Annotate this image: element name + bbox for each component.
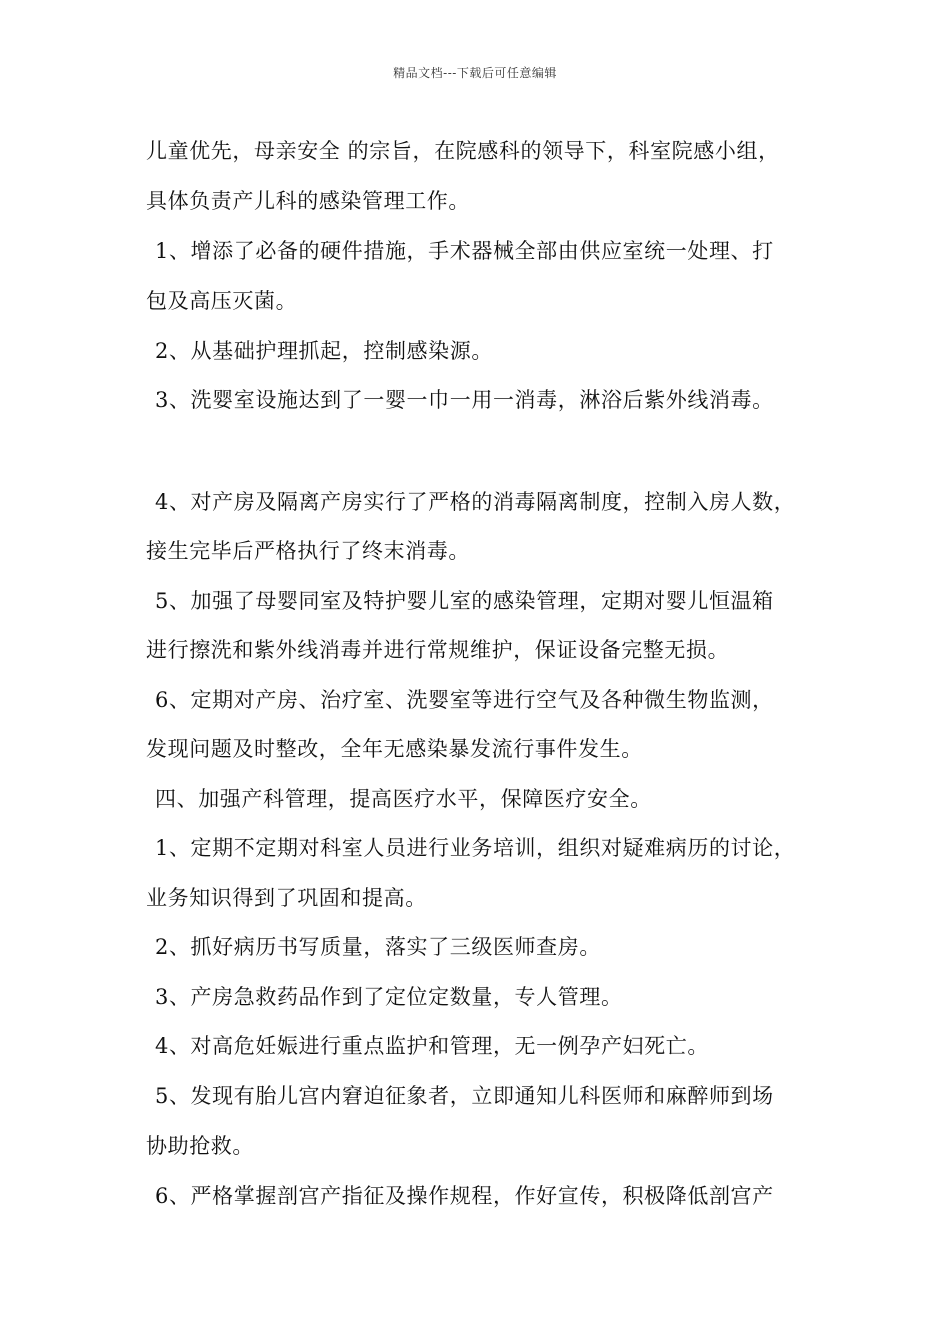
paragraph-line: 2、抓好病历书写质量，落实了三级医师查房。 — [155, 935, 601, 959]
paragraph-line: 3、产房急救药品作到了定位定数量，专人管理。 — [155, 985, 623, 1009]
paragraph-line: 5、发现有胎儿宫内窘迫征象者，立即通知儿科医师和麻醉师到场 — [155, 1084, 774, 1108]
paragraph-line: 进行擦洗和紫外线消毒并进行常规维护，保证设备完整无损。 — [146, 638, 730, 662]
paragraph-line: 6、定期对产房、治疗室、洗婴室等进行空气及各种微生物监测， — [155, 688, 774, 712]
paragraph-line: 3、洗婴室设施达到了一婴一巾一用一消毒，淋浴后紫外线消毒。 — [155, 388, 774, 412]
paragraph-line: 发现问题及时整改，全年无感染暴发流行事件发生。 — [146, 737, 643, 761]
paragraph-line: 5、加强了母婴同室及特护婴儿室的感染管理，定期对婴儿恒温箱 — [155, 589, 774, 613]
paragraph-line: 2、从基础护理抓起，控制感染源。 — [155, 339, 493, 363]
page-header: 精品文档---下载后可任意编辑 — [393, 66, 557, 80]
paragraph-line: 接生完毕后严格执行了终末消毒。 — [146, 539, 470, 563]
paragraph-line: 具体负责产儿科的感染管理工作。 — [146, 189, 470, 213]
paragraph-line: 4、对高危妊娠进行重点监护和管理，无一例孕产妇死亡。 — [155, 1034, 709, 1058]
paragraph-line: 4、对产房及隔离产房实行了严格的消毒隔离制度，控制入房人数， — [155, 490, 796, 514]
paragraph-line: 1、增添了必备的硬件措施，手术器械全部由供应室统一处理、打 — [155, 239, 774, 263]
paragraph-line: 儿童优先，母亲安全 的宗旨，在院感科的领导下，科室院感小组， — [146, 139, 780, 163]
paragraph-line: 6、严格掌握剖宫产指征及操作规程，作好宣传，积极降低剖宫产 — [155, 1184, 774, 1208]
paragraph-line: 1、定期不定期对科室人员进行业务培训，组织对疑难病历的讨论， — [155, 836, 796, 860]
section-heading: 四、加强产科管理，提高医疗水平，保障医疗安全。 — [155, 787, 652, 811]
paragraph-line: 业务知识得到了巩固和提高。 — [146, 886, 427, 910]
paragraph-line: 协助抢救。 — [146, 1134, 254, 1158]
paragraph-line: 包及高压灭菌。 — [146, 289, 298, 313]
